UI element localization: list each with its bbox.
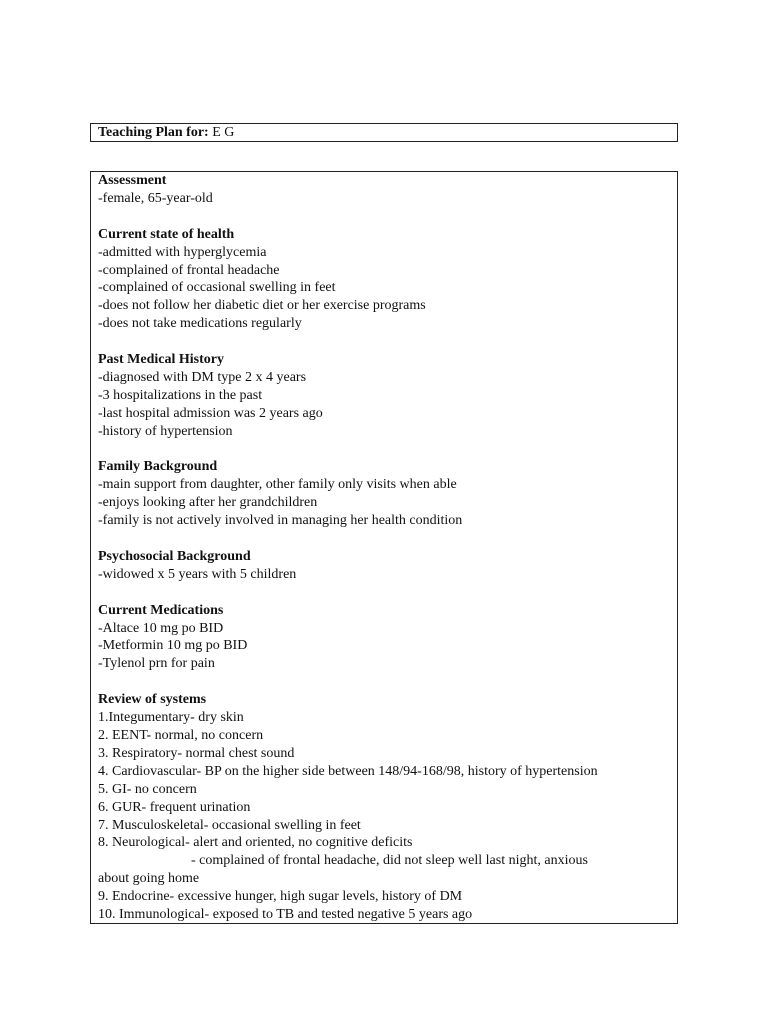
- past-medical-line: -history of hypertension: [98, 423, 233, 439]
- medication-line: -Altace 10 mg po BID: [98, 620, 224, 636]
- review-line: 1.Integumentary- dry skin: [98, 710, 244, 726]
- review-line: 8. Neurological- alert and oriented, no cognitive deficits: [98, 835, 413, 851]
- review-line: about going home: [98, 871, 200, 887]
- current-health-heading: Current state of health: [98, 226, 235, 242]
- current-health-line: -admitted with hyperglycemia: [98, 244, 267, 260]
- review-line: 4. Cardiovascular- BP on the higher side between 148/94-168/98, history of hypertension: [98, 763, 598, 779]
- past-medical-line: -diagnosed with DM type 2 x 4 years: [98, 369, 307, 385]
- review-line: 9. Endocrine- excessive hunger, high sugar levels, history of DM: [98, 889, 463, 905]
- review-line: 3. Respiratory- normal chest sound: [98, 745, 295, 761]
- psychosocial-heading: Psychosocial Background: [98, 548, 251, 564]
- review-line: 6. GUR- frequent urination: [98, 799, 251, 815]
- review-heading: Review of systems: [98, 692, 207, 708]
- teaching-plan-title: [98, 124, 234, 141]
- review-line: 2. EENT- normal, no concern: [98, 728, 264, 743]
- current-health-line: -complained of occasional swelling in feet: [98, 280, 336, 296]
- section-gap: [98, 673, 676, 691]
- section-gap: [98, 584, 676, 602]
- medication-line: -Tylenol prn for pain: [98, 656, 215, 672]
- medications-heading: Current Medications: [98, 602, 224, 618]
- family-line: -main support from daughter, other family only visits when able: [98, 477, 457, 493]
- medication-line: -Metformin 10 mg po BID: [98, 638, 248, 654]
- family-line: -family is not actively involved in managing her health condition: [98, 513, 463, 529]
- assessment-line: -female, 65-year-old: [98, 190, 213, 206]
- past-medical-line: -3 hospitalizations in the past: [98, 387, 263, 403]
- section-gap: [98, 333, 676, 351]
- past-medical-line: -last hospital admission was 2 years ago: [98, 405, 323, 421]
- family-line: -enjoys looking after her grandchildren: [98, 495, 318, 511]
- patient-name: E G: [212, 125, 235, 140]
- review-line: 5. GI- no concern: [98, 781, 197, 797]
- review-line: - complained of frontal headache, did not sleep well last night, anxious: [191, 853, 588, 869]
- psychosocial-line: -widowed x 5 years with 5 children: [98, 566, 297, 582]
- family-heading: Family Background: [98, 459, 218, 475]
- current-health-line: -does not take medications regularly: [98, 316, 302, 332]
- section-gap: [98, 530, 676, 548]
- section-gap: [98, 441, 676, 459]
- review-line: 7. Musculoskeletal- occasional swelling in feet: [98, 817, 361, 833]
- assessment-content: [98, 172, 676, 924]
- current-health-line: -complained of frontal headache: [98, 262, 280, 278]
- teaching-plan-title-box: [90, 123, 678, 142]
- past-medical-heading: Past Medical History: [98, 352, 224, 368]
- assessment-box: [90, 171, 678, 924]
- assessment-heading: Assessment: [98, 173, 167, 188]
- section-gap: [98, 208, 676, 226]
- current-health-line: -does not follow her diabetic diet or her exercise programs: [98, 298, 426, 314]
- review-line: 10. Immunological- exposed to TB and tested negative 5 years ago: [98, 907, 473, 923]
- title-label: Teaching Plan for:: [98, 125, 209, 140]
